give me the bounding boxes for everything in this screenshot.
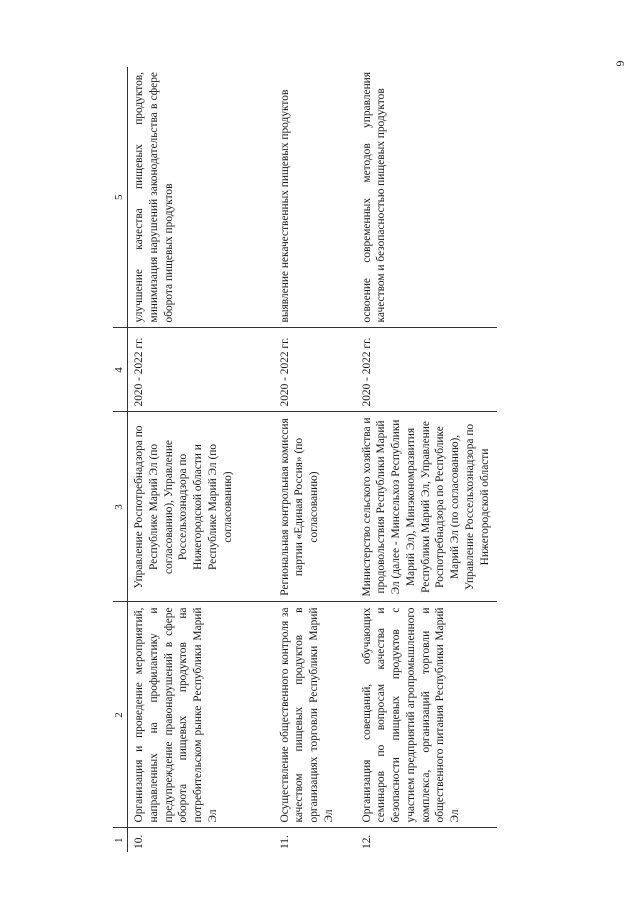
result-cell: освоение современных методов управления качеством и безопасностью пищевых продуктов [356,67,497,328]
header-cell: 2 [113,602,128,828]
row-number: 12. [360,834,373,849]
header-cell: 3 [113,412,128,602]
action-cell: Осуществление общественного контроля за качеством пищевых продуктов в организациях торговли Республики Марий Эл [274,602,356,828]
header-cell: 5 [113,67,128,328]
header-cell: 4 [113,328,128,412]
result-cell: выявление некачественных пищевых продуктов [274,67,356,328]
table-row [128,67,274,852]
table-row [356,67,497,852]
row-number: 10. [133,834,145,849]
measures-table [113,67,497,852]
row-number: 11. [278,835,291,849]
period-cell: 2020 - 2022 гг. [128,328,274,412]
result-cell: улучшение качества пищевых продуктов, минимизация нарушений законодательства в сфере оборота пищевых продуктов [128,67,274,328]
header-cell: 1 [113,828,128,852]
table-row [274,67,356,852]
period-cell: 2020 - 2022 гг. [274,328,356,412]
table-frame [113,67,491,852]
executors-cell: Министерство сельского хозяйства и продовольствия Республики Марий Эл (далее - Минсельхоз Республики Марий Эл), Минэкономразвития Республики Марий Эл, Управление Роспотребнадзора по Республике Марий Эл (по согласованию), Управление Россельхознадзора по Нижегородской области [356,412,497,602]
action-cell: Организация совещаний, обучающих семинаров по вопросам качества и безопасности пищевых продуктов с участием предприятий агропромышленного комплекса, организаций торговли и общественного питания Республики Марий Эл [356,602,497,828]
action-cell: Организация и проведение мероприятий, направленных на профилактику и предупреждение правонарушений в сфере оборота пищевых продуктов на потребительском рынке Республики Марий Эл [128,602,274,828]
header-row [113,67,128,852]
period-cell: 2020 - 2022 гг. [356,328,497,412]
executors-cell: Управление Роспотребнадзора по Республике Марий Эл (по согласованию), Управление Россельхознадзора по Нижегородской области и Республике Марий Эл (по согласованию) [128,412,274,602]
executors-cell: Региональная контрольная комиссия партии «Единая Россия» (по согласованию) [274,412,356,602]
page-number: 6 [613,60,628,67]
